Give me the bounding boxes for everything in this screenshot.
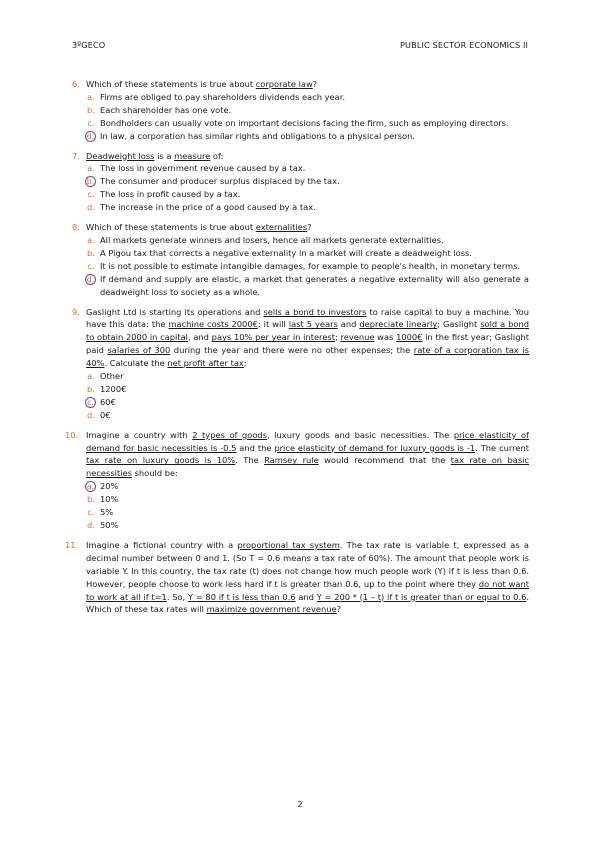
option-c[interactable]: c. Bondholders can usually vote on important decisions facing the firm, such as employing directors.	[87, 117, 509, 128]
option-d[interactable]: d. The increase in the price of a good caused by a tax.	[87, 202, 316, 213]
question-8	[72, 221, 529, 298]
question-9	[72, 306, 529, 422]
option-b-selected[interactable]: b. The consumer and producer surplus displaced by the tax.	[86, 176, 340, 187]
question-number: 11.	[65, 539, 79, 550]
option-list	[86, 370, 529, 422]
option-c[interactable]: c. The loss in profit caused by a tax.	[87, 189, 241, 200]
question-7	[72, 150, 529, 215]
option-d-selected[interactable]: d. In law, a corporation has similar rights and obligations to a physical person.	[86, 130, 415, 141]
option-list	[86, 91, 529, 143]
selected-answer-circle: b.	[86, 177, 95, 187]
option-b[interactable]: b. 1200€	[87, 383, 127, 394]
selected-answer-circle: c.	[85, 397, 96, 408]
question-10	[65, 429, 530, 532]
option-d-selected[interactable]: d. If demand and supply are elastic, a market that generates a negative externality will also generate a deadweight loss to society as a whole.	[86, 273, 529, 297]
option-c[interactable]: c. It is not possible to estimate intangible damages, for example to people's health, in monetary terms.	[87, 260, 521, 271]
question-number: 6.	[72, 79, 80, 89]
option-list	[86, 480, 529, 532]
question-list	[65, 78, 530, 623]
option-a-selected[interactable]: a. 20%	[86, 481, 119, 492]
option-b[interactable]: b. A Pigou tax that corrects a negative externality in a market will create a deadweight loss.	[87, 247, 472, 258]
question-text: Imagine a country with 2 types of goods, luxury goods and basic necessities. The price elasticity of demand for basic necessities is -0.5 and the price elasticity of demand for luxury goods is -1. The current tax rate on luxury goods is 10%. The Ramsey rule would recommend that the tax rate on basic necessities should be:	[86, 429, 530, 479]
option-a[interactable]: a. All markets generate winners and losers, hence all markets generate externalities.	[87, 234, 444, 245]
option-a[interactable]: a. Firms are obliged to pay shareholders dividends each year.	[87, 91, 345, 102]
option-a[interactable]: a. The loss in government revenue caused by a tax.	[87, 163, 306, 174]
question-number: 9.	[72, 306, 80, 317]
question-text: Gaslight Ltd is starting its operations and sells a bond to investors to raise capital to buy a machine. You have this data: the machine costs 2000€; it will last 5 years and depreciate linearly; Gaslight sold a bond to obtain 2000 in capital, and pays 10% per year in interest; revenue was 1000€ in the first year; Gaslight paid salaries of 300 during the year and there were no other expenses; the rate of a corporation tax is 40%. Calculate the net profit after tax:	[86, 306, 530, 369]
option-d[interactable]: d. 50%	[87, 520, 119, 530]
option-a[interactable]: a. Other	[87, 371, 124, 382]
page-header	[72, 40, 528, 54]
question-text: Imagine a fictional country with a proportional tax system. The tax rate is variable t, expressed as a decimal number between 0 and 1. (So T = 0.6 means a tax rate of 60%). The amount that people work is variable Y. In this country, the tax rate (t) does not change how much people work (Y) if t is less than 0.6. However, people choose to work less hard if t is greater than 0.6, up to the point where they do not want to work at all if t=1. So, Y = 80 if t is less than 0.6 and Y = 200 * (1 – t) if t is greater than or equal to 0.6. Which of these tax rates will maximize government revenue?	[86, 539, 530, 615]
question-number: 7.	[72, 150, 80, 161]
option-c-selected[interactable]: c. 60€	[86, 396, 529, 409]
option-b[interactable]: b. Each shareholder has one vote.	[87, 104, 232, 115]
option-d[interactable]: d. 0€	[87, 409, 111, 420]
selected-answer-circle: d.	[86, 274, 95, 284]
question-text: Which of these statements is true about corporate law?	[86, 79, 318, 89]
question-text: Which of these statements is true about externalities?	[86, 222, 312, 233]
question-text: Deadweight loss is a measure of:	[86, 150, 224, 161]
option-list	[86, 162, 529, 214]
page-number: 2	[297, 800, 303, 809]
selected-answer-circle: a.	[86, 482, 95, 492]
option-b[interactable]: b. 10%	[87, 494, 119, 505]
course-title: PUBLIC SECTOR ECONOMICS II	[400, 40, 528, 50]
course-code: 3ºGECO	[72, 40, 106, 50]
option-c[interactable]: c. 5%	[87, 507, 114, 518]
question-number: 10.	[65, 429, 79, 440]
selected-answer-circle: d.	[86, 131, 95, 141]
question-11	[65, 539, 530, 616]
question-6	[72, 78, 529, 143]
question-number: 8.	[72, 222, 80, 233]
option-list	[86, 234, 529, 299]
